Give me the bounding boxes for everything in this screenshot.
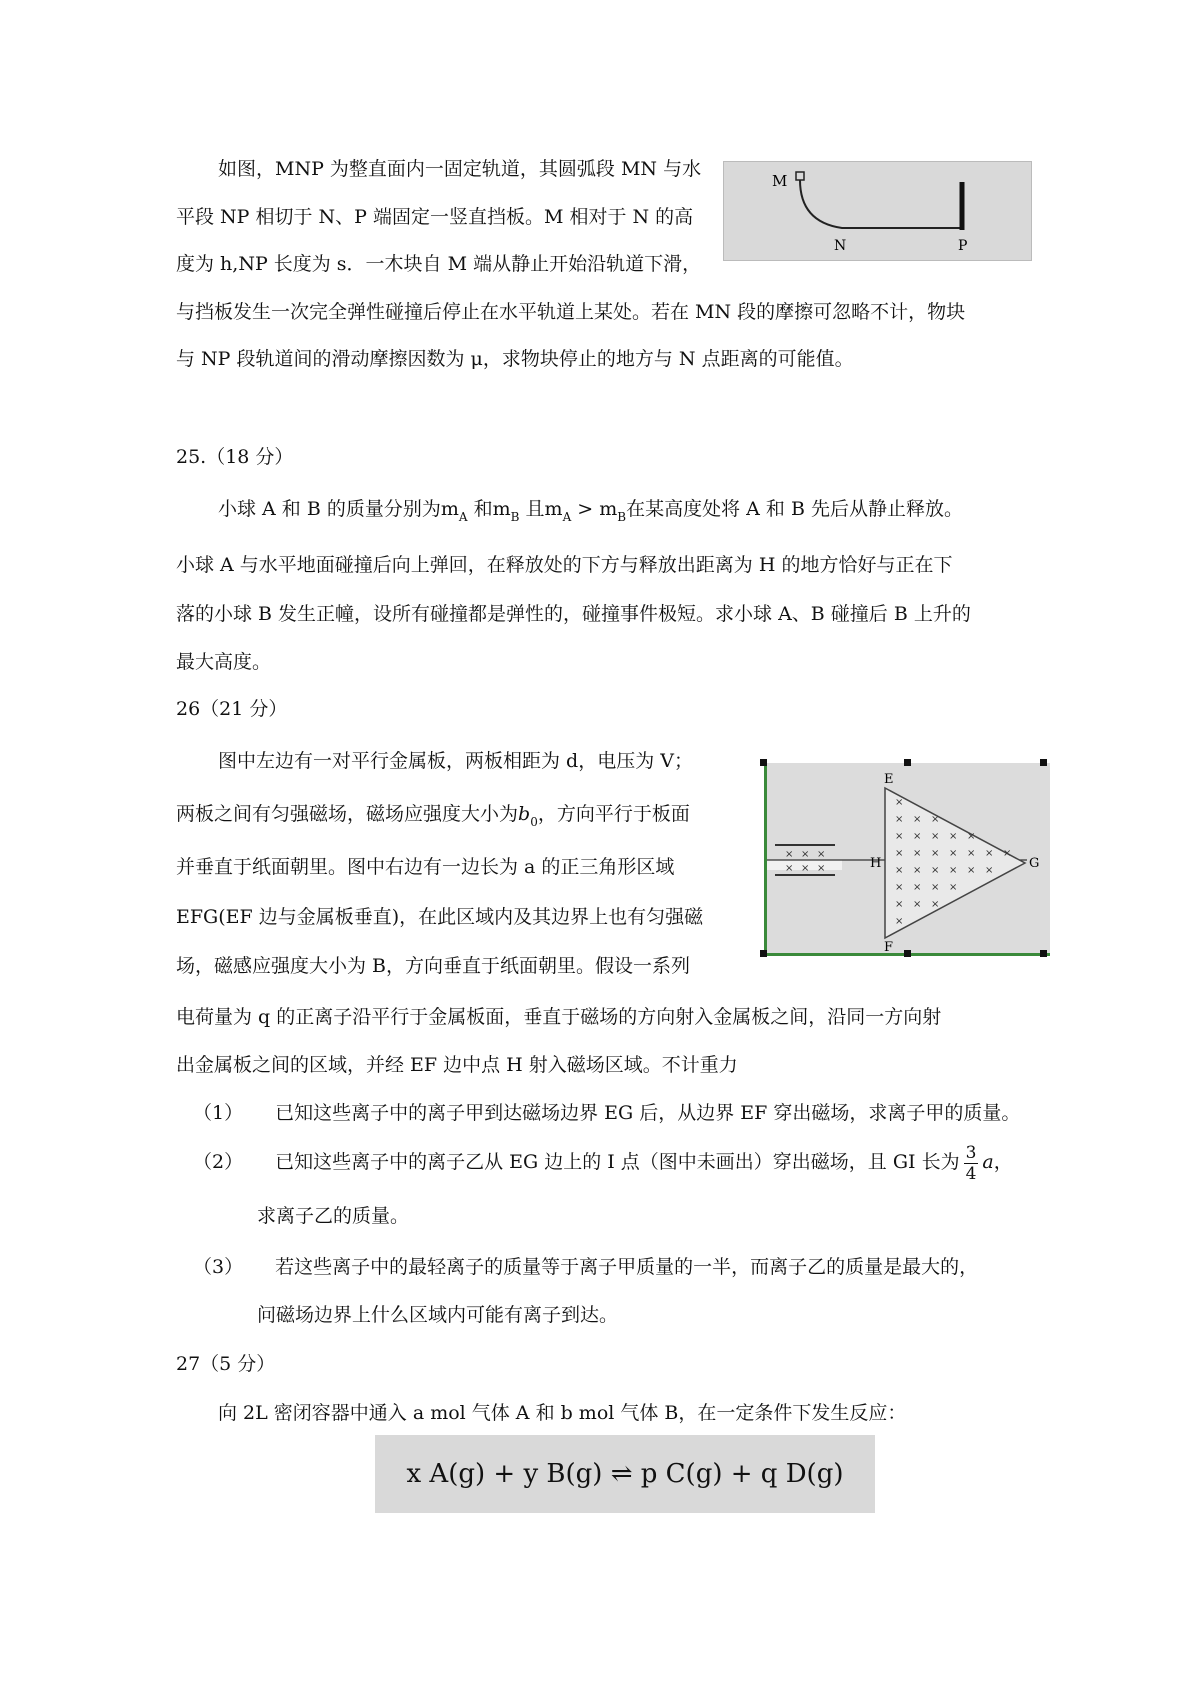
label-g: G: [1029, 856, 1040, 871]
cross-mark: ×: [931, 899, 940, 910]
cross-mark: ×: [895, 916, 904, 927]
cross-mark: ×: [913, 848, 922, 859]
selection-handle: [1040, 950, 1047, 957]
b0-symbol: $b_0$: [518, 803, 538, 829]
reaction-equation: x A(g) + y B(g) ⇌ p C(g) + q D(g): [406, 1459, 844, 1489]
selection-handle: [760, 950, 767, 957]
selection-handle: [1040, 759, 1047, 766]
cross-mark: ×: [913, 865, 922, 876]
q26-line-3: 并垂直于纸面朝里。图中右边有一边长为 a 的正三角形区域: [176, 856, 675, 878]
cross-mark: ×: [913, 882, 922, 893]
q26-line-4: EFG(EF 边与金属板垂直)，在此区域内及其边界上也有匀强磁: [176, 906, 704, 928]
q26-line-1: 图中左边有一对平行金属板，两板相距为 d，电压为 V；: [218, 750, 693, 772]
q26-item-1: [193, 1099, 1020, 1127]
label-f: F: [884, 940, 894, 953]
fraction-three-quarters: $\frac{3}{4}$: [965, 1142, 977, 1184]
q26-item-2: （2） 已知这些离子中的离子乙从 EG 边上的 I 点（图中未画出）穿出磁场，且 GI 长为 $\frac{3}{4}$ a，: [193, 1142, 1013, 1184]
field-diagram: [767, 763, 1050, 953]
cross-mark: ×: [895, 831, 904, 842]
q26-item-2-cont: 求离子乙的质量。: [257, 1205, 410, 1227]
p24-line-4: 与挡板发生一次完全弹性碰撞后停止在水平轨道上某处。若在 MN 段的摩擦可忽略不计，物块: [176, 301, 966, 323]
cross-mark: ×: [967, 831, 976, 842]
cross-mark: ×: [1003, 848, 1012, 859]
q25-line-1: 小球 A 和 B 的质量分别为$m_A$ 和$m_B$ 且$m_A > m_B$在某高度处将 A 和 B 先后从静止释放。: [218, 498, 963, 524]
m-a-2: $m_A$: [544, 498, 572, 524]
q25-line-2: 小球 A 与水平地面碰撞后向上弹回，在释放处的下方与释放出距离为 H 的地方恰好与正在下: [176, 554, 953, 576]
track-figure: [723, 161, 1032, 261]
m-b: $m_B$: [492, 498, 520, 524]
cross-mark: ×: [949, 882, 958, 893]
q26-line-2: 两板之间有匀强磁场，磁场应强度大小为$b_0$，方向平行于板面: [176, 803, 690, 829]
selection-handle: [760, 759, 767, 766]
q25-header: 25.（18 分）: [176, 446, 294, 468]
label-p: P: [958, 238, 968, 254]
cross-mark: ×: [895, 899, 904, 910]
item-2-number: （2）: [193, 1151, 244, 1173]
p24-line-3: 度为 h,NP 长度为 s．一木块自 M 端从静止开始沿轨道下滑，: [176, 253, 702, 275]
cross-mark: ×: [931, 814, 940, 825]
cross-mark: ×: [931, 831, 940, 842]
q26-item-3: [193, 1253, 978, 1281]
label-n: N: [834, 238, 847, 254]
cross-mark: ×: [801, 849, 810, 860]
selection-handle: [904, 759, 911, 766]
cross-mark: ×: [817, 849, 826, 860]
item-3-text: 若这些离子中的最轻离子的质量等于离子甲质量的一半，而离子乙的质量是最大的，: [275, 1256, 979, 1278]
q26-line-7: 出金属板之间的区域，并经 EF 边中点 H 射入磁场区域。不计重力: [176, 1054, 738, 1076]
p24-line-5: 与 NP 段轨道间的滑动摩擦因数为 μ，求物块停止的地方与 N 点距离的可能值。: [176, 348, 854, 370]
selection-handle: [904, 950, 911, 957]
cross-mark: ×: [895, 797, 904, 808]
cross-mark: ×: [967, 865, 976, 876]
cross-mark: ×: [913, 899, 922, 910]
cross-mark: ×: [801, 863, 810, 874]
p24-line-1: 如图，MNP 为整直面内一固定轨道，其圆弧段 MN 与水: [218, 158, 702, 180]
cross-mark: ×: [985, 865, 994, 876]
cross-mark: ×: [895, 848, 904, 859]
cross-mark: ×: [913, 814, 922, 825]
cross-mark: ×: [967, 848, 976, 859]
cross-mark: ×: [949, 848, 958, 859]
q25-line-4: 最大高度。: [176, 651, 272, 673]
item-1-text: 已知这些离子中的离子甲到达磁场边界 EG 后，从边界 EF 穿出磁场，求离子甲的质量。: [275, 1102, 1021, 1124]
q26-line-6: 电荷量为 q 的正离子沿平行于金属板面，垂直于磁场的方向射入金属板之间，沿同一方向射: [176, 1006, 942, 1028]
cross-mark: ×: [931, 865, 940, 876]
cross-mark: ×: [895, 814, 904, 825]
cross-mark: ×: [931, 848, 940, 859]
label-e: E: [884, 772, 894, 787]
q26-line-5: 场，磁感应强度大小为 B，方向垂直于纸面朝里。假设一系列: [176, 955, 691, 977]
cross-mark: ×: [817, 863, 826, 874]
m-a: $m_A$: [440, 498, 468, 524]
q26-header: 26（21 分）: [176, 698, 288, 720]
cross-mark: ×: [785, 863, 794, 874]
p24-line-2: 平段 NP 相切于 N、P 端固定一竖直挡板。M 相对于 N 的高: [176, 206, 694, 228]
cross-mark: ×: [931, 882, 940, 893]
item-2-text: 已知这些离子中的离子乙从 EG 边上的 I 点（图中未画出）穿出磁场，且 GI 长为: [275, 1151, 960, 1173]
cross-mark: ×: [949, 865, 958, 876]
equation-image: [375, 1435, 875, 1513]
label-h: H: [870, 856, 882, 871]
q26-item-3-cont: 问磁场边界上什么区域内可能有离子到达。: [257, 1304, 619, 1326]
cross-mark: ×: [949, 831, 958, 842]
q27-line-1: 向 2L 密闭容器中通入 a mol 气体 A 和 b mol 气体 B，在一定条件下发生反应：: [218, 1402, 907, 1424]
cross-mark: ×: [895, 865, 904, 876]
track-diagram: [724, 162, 1031, 260]
field-figure: [764, 763, 1050, 956]
item-1-number: （1）: [193, 1102, 244, 1124]
cross-mark: ×: [985, 848, 994, 859]
q27-header: 27（5 分）: [176, 1353, 276, 1375]
var-a: a: [982, 1151, 994, 1173]
cross-mark: ×: [895, 882, 904, 893]
cross-mark: ×: [785, 849, 794, 860]
cross-mark: ×: [913, 831, 922, 842]
label-m: M: [772, 172, 788, 190]
q25-line-3: 落的小球 B 发生正幢，设所有碰撞都是弹性的，碰撞事件极短。求小球 A、B 碰撞后 B 上升的: [176, 603, 971, 625]
item-3-number: （3）: [193, 1256, 244, 1278]
q25-line-1-text: 小球 A 和 B 的质量分别为: [218, 498, 441, 520]
m-b-2: $m_B$: [599, 498, 627, 524]
